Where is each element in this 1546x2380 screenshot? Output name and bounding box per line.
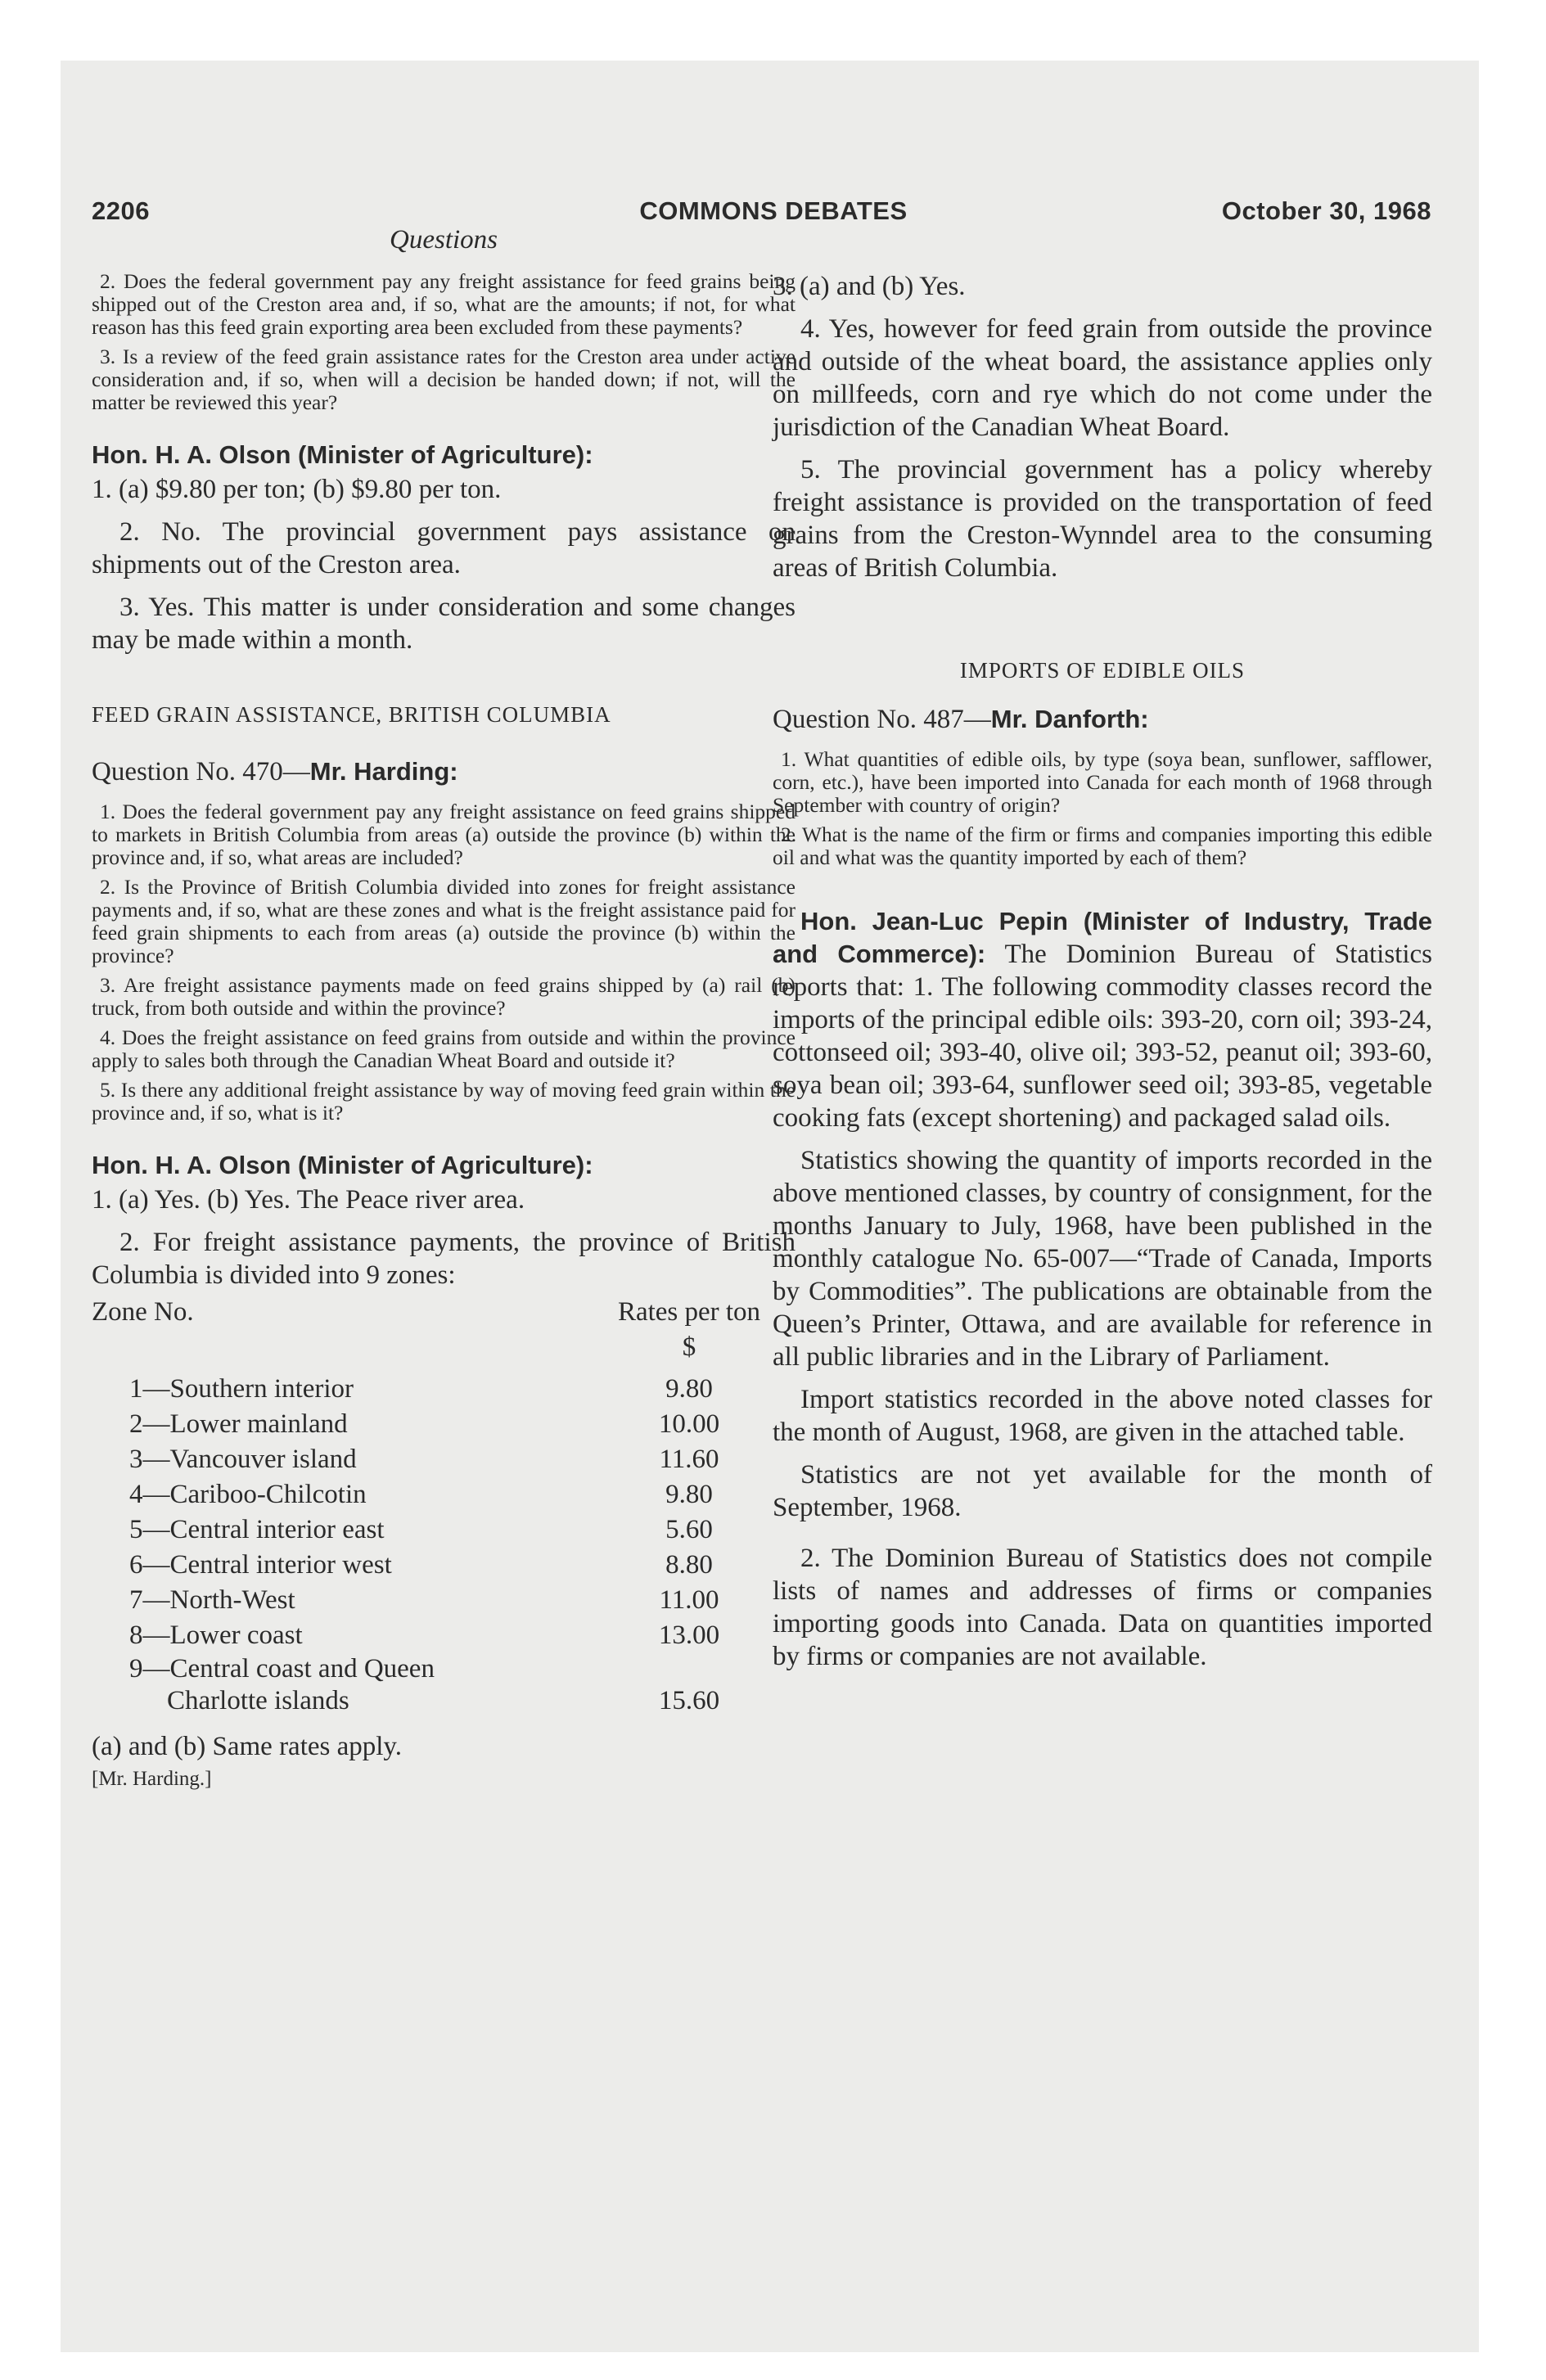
- answer-text: The Dominion Bureau of Statistics reports that: 1. The following commodity classes record the imports of the principal edible oils: 393-20, corn oil; 393-24, cottonseed oil; 393-40, olive oil; 393-52, peanut oil; 393-60, soya bean oil; 393-64, sunflower seed oil; 393-85, vegetable cooking fats (except shortening) and packaged salad oils.: [773, 940, 1432, 1133]
- zone-rate: 11.00: [659, 1585, 719, 1615]
- speaker-line: [92, 1149, 796, 1182]
- answer-paragraph: 1. (a) $9.80 per ton; (b) $9.80 per ton.: [92, 475, 502, 504]
- question-number: Question No. 487—: [773, 705, 991, 734]
- zone-rates-table: [92, 1295, 796, 1717]
- zone-rate: 15.60: [658, 1686, 720, 1715]
- section-heading: FEED GRAIN ASSISTANCE, BRITISH COLUMBIA: [92, 702, 611, 727]
- zone-name: 2—Lower mainland: [129, 1409, 348, 1439]
- zone-name: 5—Central interior east: [129, 1515, 385, 1544]
- answer-paragraph: (a) and (b) Same rates apply.: [92, 1732, 403, 1761]
- zone-rate: 5.60: [665, 1515, 713, 1544]
- zone-name: 8—Lower coast: [129, 1620, 303, 1650]
- table-header-rate: Rates per ton: [617, 1297, 761, 1327]
- zone-name: 6—Central interior west: [129, 1550, 392, 1580]
- answer-paragraph: 2. The Dominion Bureau of Statistics does not compile lists of names and addresses of firms or companies importing goods into Canada. Data on quantities imported by firms or companies are not available.: [773, 1544, 1432, 1671]
- table-row: [92, 1618, 796, 1653]
- question-paragraph: 4. Does the freight assistance on feed grains from outside and within the province apply to sales both through the Canadian Wheat Board and outside it?: [92, 1025, 796, 1072]
- question-paragraph: 1. Does the federal government pay any freight assistance on feed grains shipped to markets in British Columbia from areas (a) outside the province (b) within the province and, if so, what areas are included?: [92, 800, 796, 869]
- question-paragraph: 3. Are freight assistance payments made on feed grains shipped by (a) rail (b) truck, from both outside and within the province?: [92, 973, 796, 1020]
- zone-rate: 11.60: [659, 1445, 719, 1474]
- table-header-row: [92, 1330, 796, 1365]
- zone-rate: 10.00: [658, 1409, 720, 1439]
- zone-rate: 13.00: [658, 1620, 720, 1650]
- page-date: October 30, 1968: [1221, 196, 1431, 225]
- answer-paragraph: Statistics are not yet available for the month of September, 1968.: [773, 1460, 1432, 1522]
- zone-rate: 8.80: [665, 1550, 713, 1580]
- speaker-line: [92, 439, 796, 471]
- zone-name: 7—North-West: [129, 1585, 295, 1615]
- speaker-name: Hon. H. A. Olson (Minister of Agriculture):: [92, 440, 593, 469]
- table-row: [92, 1512, 796, 1548]
- right-column: [773, 270, 1432, 1683]
- answer-paragraph: 3. (a) and (b) Yes.: [773, 272, 966, 301]
- table-row: [92, 1407, 796, 1442]
- question-number: Question No. 470—: [92, 757, 310, 787]
- answer-paragraph: 3. Yes. This matter is under consideration and some changes may be made within a month.: [92, 593, 796, 655]
- table-row: [92, 1583, 796, 1618]
- answer-paragraph: 1. (a) Yes. (b) Yes. The Peace river area.: [92, 1185, 525, 1215]
- answer-paragraph: 4. Yes, however for feed grain from outside the province and outside of the wheat board, the assistance applies only on millfeeds, corn and rye which do not come under the jurisdiction of the Canadian Wheat Board.: [773, 314, 1432, 442]
- question-paragraph: 2. Is the Province of British Columbia divided into zones for freight assistance payments and, if so, what are these zones and what is the freight assistance paid for feed grain shipments to each from areas (a) outside the province (b) within the province?: [92, 875, 796, 967]
- page-number: 2206: [92, 196, 150, 225]
- running-title: COMMONS DEBATES: [639, 196, 908, 225]
- section-heading: IMPORTS OF EDIBLE OILS: [959, 658, 1246, 683]
- zone-name-line: Charlotte islands: [167, 1686, 349, 1715]
- zone-name: 4—Cariboo-Chilcotin: [129, 1480, 367, 1509]
- question-paragraph: 2. Does the federal government pay any freight assistance for feed grains being shipped out of the Creston area and, if so, what are the amounts; if not, for what reason has this feed grain exporting area been excluded from these payments?: [92, 269, 796, 339]
- answer-paragraph: Statistics showing the quantity of imports recorded in the above mentioned classes, by country of consignment, for the months January to July, 1968, have been published in the monthly catalogue No. 65-007—“Trade of Canada, Imports by Commodities”. The publications are obtainable from the Queen’s Printer, Ottawa, and are available for reference in all public libraries and in the Library of Parliament.: [773, 1146, 1432, 1372]
- questioner-name: Mr. Danforth:: [990, 705, 1149, 733]
- zone-rate: 9.80: [665, 1374, 713, 1404]
- table-row: [92, 1442, 796, 1477]
- table-header-unit: $: [682, 1332, 696, 1362]
- questioner-name: Mr. Harding:: [309, 757, 458, 786]
- speaker-bracket: [Mr. Harding.]: [92, 1768, 212, 1790]
- question-paragraph: 3. Is a review of the feed grain assistance rates for the Creston area under active consideration and, if so, when will a decision be handed down; if not, will the matter be reviewed this year?: [92, 345, 796, 414]
- answer-paragraph: Import statistics recorded in the above noted classes for the month of August, 1968, are given in the attached table.: [773, 1385, 1432, 1447]
- section-subtitle: Questions: [390, 225, 498, 255]
- table-row: [92, 1653, 796, 1717]
- question-paragraph: 1. What quantities of edible oils, by type (soya bean, sunflower, safflower, corn, etc.), have been imported into Canada for each month of 1968 through September with country of origin?: [773, 747, 1432, 817]
- zone-name: 3—Vancouver island: [129, 1445, 357, 1474]
- table-row: [92, 1548, 796, 1583]
- speaker-name: Hon. Jean-Luc Pepin (Minister of Industry, Trade and Commerce):: [773, 907, 1432, 968]
- zone-rate: 9.80: [665, 1480, 713, 1509]
- question-header: [92, 757, 796, 787]
- question-paragraph: 5. Is there any additional freight assistance by way of moving feed grain within the province and, if so, what is it?: [92, 1078, 796, 1125]
- speaker-name: Hon. H. A. Olson (Minister of Agriculture):: [92, 1151, 593, 1179]
- answer-paragraph: 5. The provincial government has a policy whereby freight assistance is provided on the transportation of feed grains from the Creston-Wynndel area to the consuming areas of British Columbia.: [773, 455, 1432, 583]
- left-column: [92, 270, 796, 1791]
- table-row: [92, 1372, 796, 1407]
- zone-name: [92, 1653, 583, 1717]
- table-header-zone: Zone No.: [92, 1297, 194, 1327]
- answer-paragraph: [773, 905, 1432, 1134]
- question-header: [773, 705, 1432, 735]
- table-header-row: [92, 1295, 796, 1330]
- answer-paragraph: 2. For freight assistance payments, the province of British Columbia is divided into 9 zones:: [92, 1228, 796, 1290]
- question-paragraph: 2. What is the name of the firm or firms and companies importing this edible oil and what was the quantity imported by each of them?: [773, 823, 1432, 869]
- table-row: [92, 1477, 796, 1512]
- zone-name-line: 9—Central coast and Queen: [129, 1654, 435, 1684]
- zone-name: 1—Southern interior: [129, 1374, 354, 1404]
- answer-paragraph: 2. No. The provincial government pays assistance on shipments out of the Creston area.: [92, 517, 796, 579]
